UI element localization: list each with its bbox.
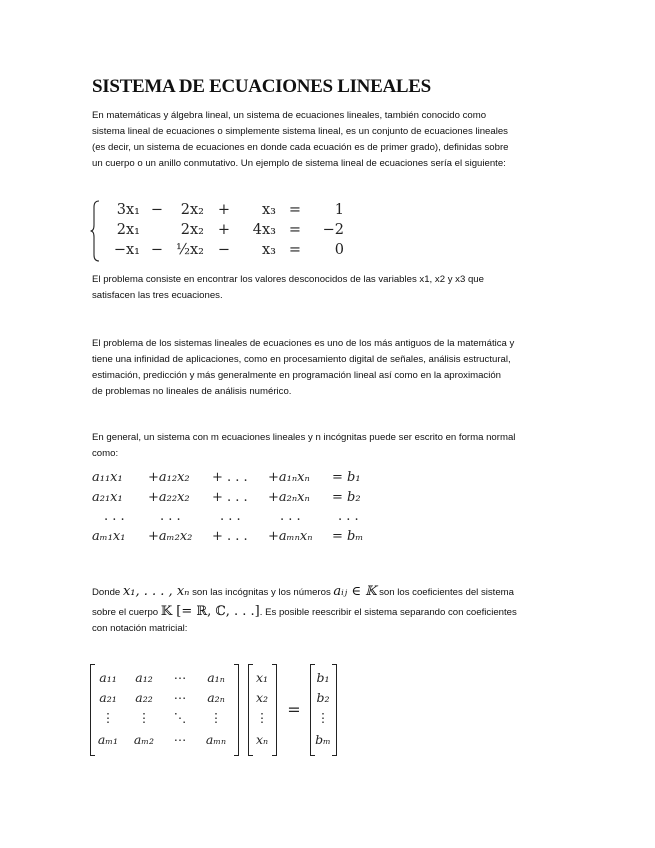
intro-paragraph [92, 108, 572, 172]
dots: . . . [338, 509, 359, 525]
left-brace [90, 200, 100, 262]
history-paragraph [92, 336, 572, 400]
equals-sign: = [288, 222, 302, 238]
intro-line: (es decir, un sistema de ecuaciones en donde cada ecuación es de primer grado), definidas sobre [92, 142, 509, 153]
page-title: SISTEMA DE ECUACIONES LINEALES [92, 76, 431, 97]
equation-row [92, 468, 372, 488]
matrix-cell: a₂₂ [135, 690, 153, 705]
equals-sign: = [288, 242, 302, 258]
matrix-equals-sign: = [287, 700, 301, 719]
matrix-cell: ⋮ [101, 710, 115, 725]
rhs: = bₘ [332, 528, 364, 544]
matrix-cell: aₘₙ [205, 732, 227, 747]
donde-text: sobre el cuerpo [92, 607, 159, 618]
term: 4x₃ [252, 222, 276, 238]
intro-line: un cuerpo o un anillo conmutativo. Un ejemplo de sistema lineal de ecuaciones sería el siguiente: [92, 158, 506, 169]
problem-line: satisfacen las tres ecuaciones. [92, 290, 223, 301]
example-system-table [110, 200, 344, 260]
term: + . . . [212, 470, 248, 486]
donde-text: son las incógnitas y los números [192, 587, 331, 598]
term: +a₂ₙxₙ [268, 489, 310, 505]
donde-line: con notación matricial: [92, 623, 188, 634]
vector-x-cell: x₂ [255, 690, 269, 705]
general-paragraph [92, 430, 572, 462]
equation-row [92, 507, 372, 527]
matrix-cell: ⋱ [173, 710, 187, 725]
operator: + [217, 202, 231, 218]
matrix-cell: a₂ₙ [207, 690, 225, 705]
matrix-cell: aₘ₁ [97, 732, 119, 747]
donde-line [92, 584, 592, 601]
matrix-cell: ⋮ [137, 710, 151, 725]
intro-line: sistema lineal de ecuaciones o simplemente sistema lineal, es un conjunto de ecuaciones lineales [92, 126, 508, 137]
donde-paragraph [92, 584, 592, 637]
operator: − [150, 242, 164, 258]
matrix-cell: aₘ₂ [133, 732, 155, 747]
matrix-cell: a₁₂ [135, 670, 153, 685]
term: 2x₁ [116, 222, 140, 238]
operator: − [217, 242, 231, 258]
vector-b-cell: b₁ [316, 670, 330, 685]
term: +aₘₙxₙ [268, 528, 313, 544]
term: a₂₁x₁ [92, 489, 123, 505]
history-line: estimación, predicción y más generalmente en programación lineal así como en la aproximación [92, 370, 502, 381]
term: x₃ [262, 202, 276, 218]
term: +a₁ₙxₙ [268, 470, 310, 486]
term: ½x₂ [175, 242, 204, 258]
history-line: El problema de los sistemas lineales de ecuaciones es uno de los más antiguos de la matemática y [92, 338, 515, 349]
equation-row [92, 527, 372, 547]
vector-b-cell: b₂ [316, 690, 330, 705]
term: +a₁₂x₂ [148, 470, 190, 486]
rhs: 0 [334, 242, 344, 258]
problem-line: El problema consiste en encontrar los valores desconocidos de las variables x1, x2 y x3 que [92, 274, 484, 285]
term: x₃ [262, 242, 276, 258]
problem-paragraph [92, 272, 572, 304]
term: −x₁ [113, 242, 140, 258]
dots: . . . [104, 509, 125, 525]
matrix-cell: ⋯ [173, 732, 187, 747]
rhs: = b₂ [332, 489, 361, 505]
term: + . . . [212, 528, 248, 544]
general-line: como: [92, 448, 119, 459]
equation-row [110, 240, 344, 260]
donde-text: . Es posible reescribir el sistema separando con coeficientes [259, 607, 517, 618]
term: 2x₂ [180, 202, 204, 218]
general-system-table [92, 468, 372, 546]
vector-b-cell: bₘ [315, 732, 331, 747]
term: +aₘ₂x₂ [148, 528, 193, 544]
field-math: 𝕂 [= ℝ, ℂ, . . .] [160, 604, 260, 619]
intro-line: En matemáticas y álgebra lineal, un sistema de ecuaciones lineales, también conocido como [92, 110, 487, 121]
equation-row [110, 220, 344, 240]
matrix-cell: a₂₁ [99, 690, 117, 705]
general-line: En general, un sistema con m ecuaciones lineales y n incógnitas puede ser escrito en forma normal [92, 432, 516, 443]
operator [140, 220, 174, 240]
operator: − [150, 202, 164, 218]
general-equation-system [92, 468, 372, 546]
term: a₁₁x₁ [92, 470, 123, 486]
matrix-cell: a₁₁ [99, 670, 117, 685]
vector-x-cell: xₙ [255, 732, 269, 747]
operator: + [217, 222, 231, 238]
equation-row [92, 488, 372, 508]
equals-sign: = [288, 202, 302, 218]
term: +a₂₂x₂ [148, 489, 190, 505]
dots: . . . [280, 509, 301, 525]
vector-x-cell: ⋮ [255, 710, 269, 725]
variables-math: x₁, . . . , xₙ [122, 584, 190, 599]
equation-row [110, 200, 344, 220]
example-equation-system [90, 200, 344, 260]
rhs: 1 [334, 202, 344, 218]
matrix-cell: ⋯ [173, 670, 187, 685]
matrix-cell: ⋯ [173, 690, 187, 705]
matrix-cell: a₁ₙ [207, 670, 225, 685]
vector-x-cell: x₁ [255, 670, 269, 685]
dots: . . . [220, 509, 241, 525]
dots: . . . [160, 509, 181, 525]
history-line: tiene una infinidad de aplicaciones, como en procesamiento digital de señales, análisis estructural, [92, 354, 511, 365]
donde-line [92, 604, 592, 621]
matrix-cell: ⋮ [209, 710, 223, 725]
coefficients-math: aᵢⱼ ∈ 𝕂 [333, 584, 377, 599]
term: 3x₁ [116, 202, 140, 218]
term: aₘ₁x₁ [92, 528, 126, 544]
term: 2x₂ [180, 222, 204, 238]
donde-text: Donde [92, 587, 121, 598]
rhs: −2 [322, 222, 344, 238]
history-line: de problemas no lineales de análisis numérico. [92, 386, 292, 397]
term: + . . . [212, 489, 248, 505]
donde-text: son los coeficientes del sistema [379, 587, 515, 598]
rhs: = b₁ [332, 470, 361, 486]
vector-b-cell: ⋮ [316, 710, 330, 725]
